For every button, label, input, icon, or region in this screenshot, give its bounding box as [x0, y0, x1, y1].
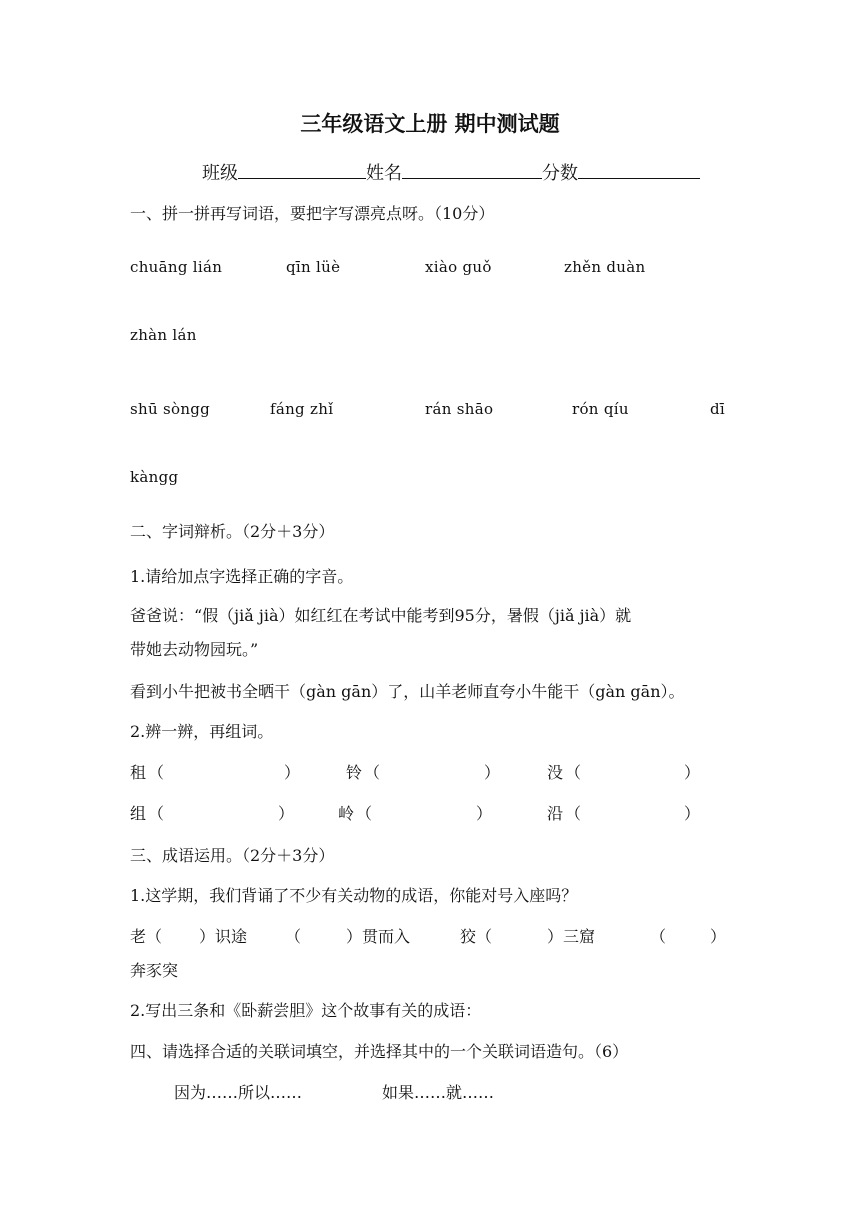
score-label: 分数 [542, 163, 578, 184]
pinyin-item: shū sòngg [130, 400, 211, 418]
open-paren: （ [356, 804, 373, 823]
idiom-part: ）识途 [199, 927, 248, 946]
open-paren: （ [565, 804, 582, 823]
class-blank[interactable] [238, 160, 366, 179]
close-paren: ） [476, 804, 493, 823]
pinyin-item: rán shāo [425, 400, 494, 418]
section2-q1-line2: 带她去动物园玩。” [130, 640, 259, 659]
section3-q2: 2.写出三条和《卧薪尝胆》这个故事有关的成语： [130, 1001, 482, 1020]
name-blank[interactable] [402, 160, 542, 179]
compare-char: 沿 [547, 804, 564, 823]
open-paren: （ [148, 804, 165, 823]
pinyin-item: zhàn lán [130, 326, 197, 344]
section1-heading: 一、拼一拼再写词语，要把字写漂亮点呀。（10分） [130, 204, 495, 223]
open-paren: （ [565, 763, 582, 782]
section3-q1: 1.这学期，我们背诵了不少有关动物的成语，你能对号入座吗？ [130, 886, 578, 905]
section2-q2: 2.辨一辨，再组词。 [130, 722, 274, 741]
idiom-part: ） [710, 927, 727, 946]
pinyin-item: fáng zhǐ [270, 400, 334, 418]
section2-heading: 二、字词辩析。（2分＋3分） [130, 522, 335, 541]
compare-char: 岭 [338, 804, 355, 823]
idiom-part: 狡（ [460, 927, 493, 946]
open-paren: （ [364, 763, 381, 782]
close-paren: ） [684, 804, 701, 823]
conjunction-option: 因为……所以…… [174, 1083, 303, 1102]
pinyin-item: xiào guǒ [425, 258, 492, 276]
pinyin-item: zhěn duàn [564, 258, 646, 276]
close-paren: ） [484, 763, 501, 782]
score-blank[interactable] [578, 160, 700, 179]
pinyin-item: chuāng lián [130, 258, 223, 276]
pinyin-item: rón qíu [572, 400, 629, 418]
open-paren: （ [148, 763, 165, 782]
page-title: 三年级语文上册 期中测试题 [300, 112, 560, 136]
name-label: 姓名 [366, 163, 402, 184]
close-paren: ） [284, 763, 301, 782]
close-paren: ） [684, 763, 701, 782]
section4-heading: 四、请选择合适的关联词填空，并选择其中的一个关联词语造句。（6） [130, 1042, 629, 1061]
compare-char: 组 [130, 804, 147, 823]
idiom-part: 老（ [130, 927, 163, 946]
student-info-line [202, 160, 700, 186]
idiom-part: （ [650, 927, 667, 946]
compare-char: 租 [130, 763, 147, 782]
compare-char: 铃 [346, 763, 363, 782]
idiom-part: （ [285, 927, 302, 946]
class-label: 班级 [202, 163, 238, 184]
compare-char: 没 [547, 763, 564, 782]
pinyin-item: kàngg [130, 468, 179, 486]
idiom-part: ）三窟 [547, 927, 596, 946]
section2-q1: 1.请给加点字选择正确的字音。 [130, 567, 354, 586]
idiom-part: 奔豕突 [130, 961, 179, 980]
section2-q1-line1: 爸爸说：“假（jiǎ jià）如红红在考试中能考到95分，暑假（jiǎ jià）就 [130, 606, 632, 625]
pinyin-item: dī [710, 400, 725, 418]
idiom-part: ）贯而入 [346, 927, 411, 946]
section3-heading: 三、成语运用。（2分＋3分） [130, 846, 335, 865]
section2-q1-line3: 看到小牛把被书全晒干（gàn gān）了，山羊老师直夸小牛能干（gàn gān）。 [130, 682, 685, 701]
pinyin-item: qīn lüè [286, 258, 341, 276]
close-paren: ） [278, 804, 295, 823]
conjunction-option: 如果……就…… [382, 1083, 495, 1102]
